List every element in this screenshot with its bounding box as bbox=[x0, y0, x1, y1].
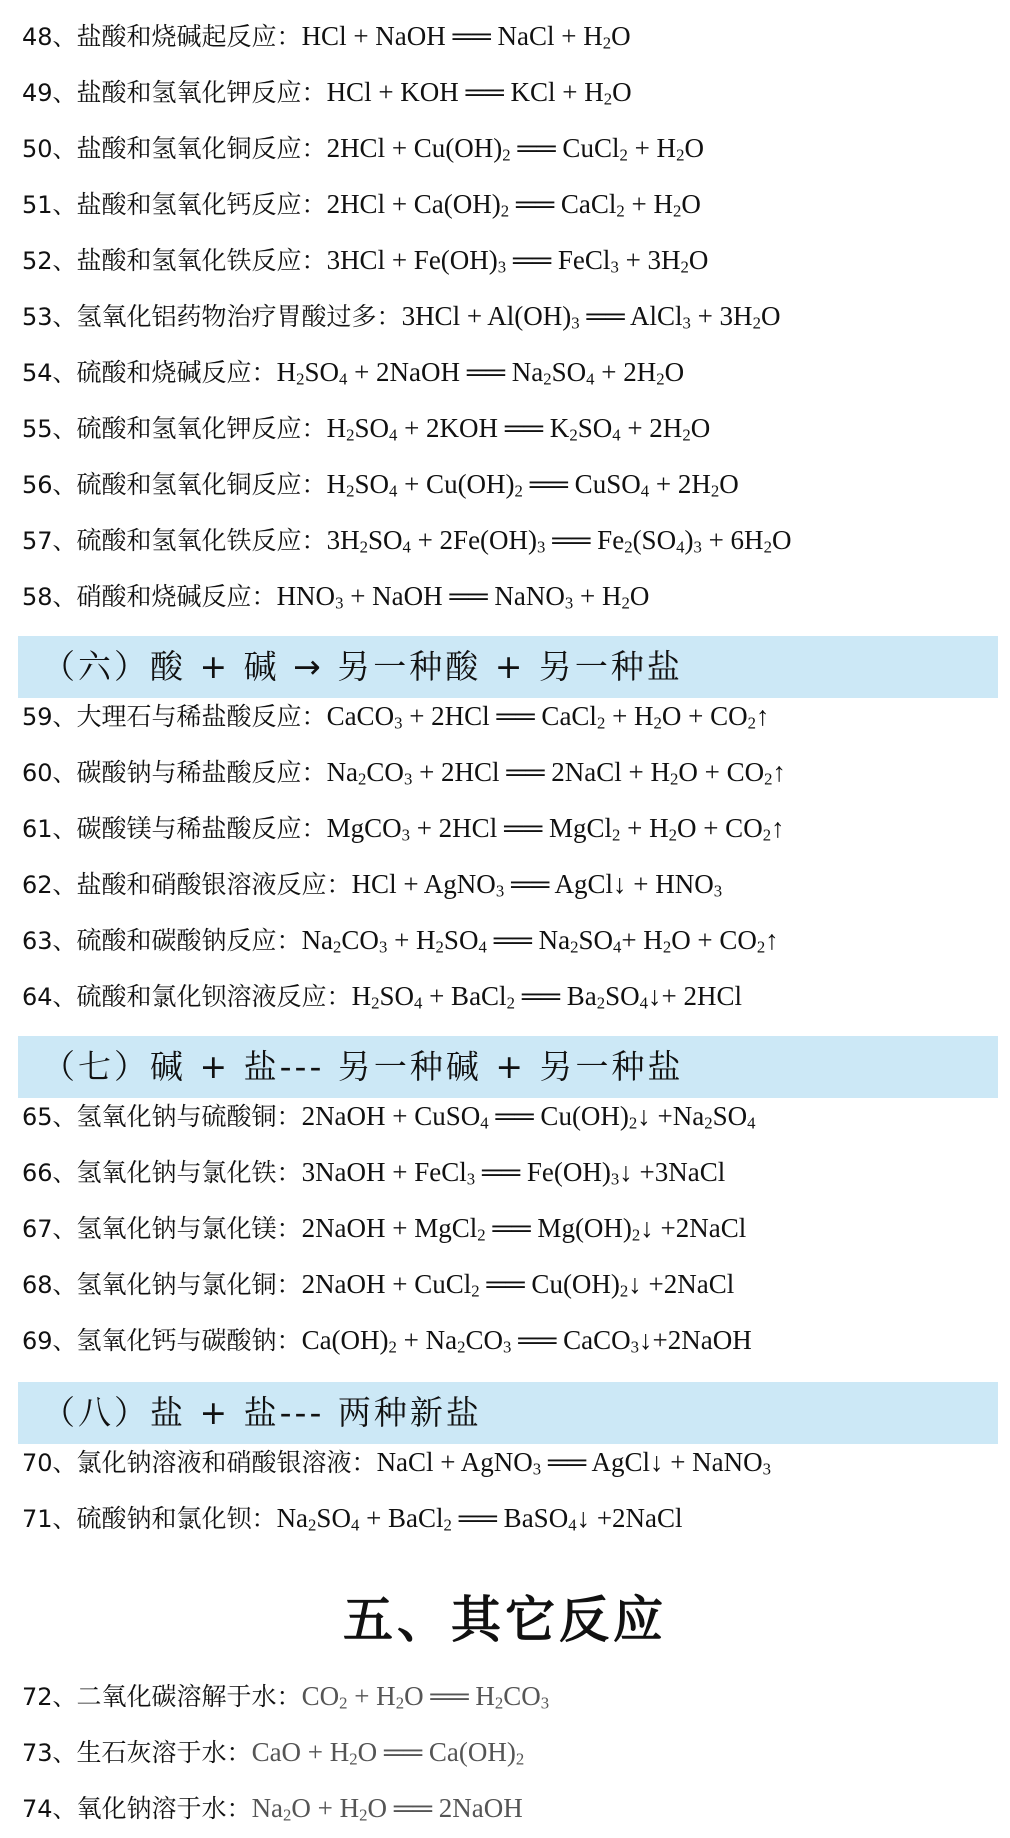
reaction-name: 硫酸和烧碱反应： bbox=[76, 358, 277, 387]
equation-line bbox=[22, 1152, 725, 1192]
equation: $Na_2SO_4$ + BaCl$_2$ ══ BaSO$_4$↓ +2NaCl bbox=[276, 1503, 683, 1535]
equation-line bbox=[22, 1498, 683, 1538]
reaction-name: 硫酸和氢氧化铜反应： bbox=[76, 470, 327, 499]
item-number: 52、 bbox=[22, 247, 77, 275]
equation-line bbox=[22, 520, 791, 560]
item-number: 51、 bbox=[22, 191, 77, 219]
reaction-name: 氢氧化钙与碳酸钠： bbox=[76, 1326, 302, 1355]
equation: $Ca(OH)_2 + Na_2CO_3$ ══ CaCO$_3$↓+2NaOH bbox=[301, 1325, 752, 1357]
item-number: 55、 bbox=[22, 415, 77, 443]
equation-line bbox=[22, 184, 701, 224]
equation-line bbox=[22, 864, 722, 904]
item-number: 73、 bbox=[22, 1739, 77, 1767]
reaction-name: 氯化钠溶液和硝酸银溶液： bbox=[76, 1448, 377, 1477]
equation-line bbox=[22, 1208, 746, 1248]
item-number: 74、 bbox=[22, 1795, 77, 1823]
reaction-name: 二氧化碳溶解于水： bbox=[76, 1682, 302, 1711]
reaction-name: 盐酸和氢氧化钾反应： bbox=[76, 78, 327, 107]
item-number: 58、 bbox=[22, 583, 77, 611]
equation-line bbox=[22, 1788, 523, 1828]
reaction-name: 硫酸钠和氯化钡： bbox=[76, 1504, 277, 1533]
equation: $H_2SO_4 + Cu(OH)_2$ ══ CuSO$_4$ + $2H_2O$ bbox=[326, 469, 739, 501]
equation-line bbox=[22, 976, 742, 1016]
equation: $Na_2O + H_2O$ ══ 2NaOH bbox=[251, 1793, 523, 1825]
equation: CaCO$_3$ + 2HCl ══ CaCl$_2$ + $H_2O$ + $CO_2↑$ bbox=[326, 701, 770, 733]
equation: $H_2SO_4$ + 2NaOH ══ $Na_2SO_4 + 2H_2O$ bbox=[276, 357, 685, 389]
equation-line bbox=[22, 808, 785, 848]
item-number: 60、 bbox=[22, 759, 77, 787]
equation: CaO + $H_2O$ ══ $Ca(OH)_2$ bbox=[251, 1737, 525, 1769]
equation-line bbox=[22, 72, 632, 112]
item-number: 59、 bbox=[22, 703, 77, 731]
item-number: 68、 bbox=[22, 1271, 77, 1299]
reaction-name: 硫酸和氯化钡溶液反应： bbox=[76, 982, 352, 1011]
reaction-name: 硫酸和碳酸钠反应： bbox=[76, 926, 302, 955]
reaction-name: 盐酸和氢氧化铁反应： bbox=[76, 246, 327, 275]
item-number: 64、 bbox=[22, 983, 77, 1011]
equation-line bbox=[22, 240, 708, 280]
reaction-name: 盐酸和烧碱起反应： bbox=[76, 22, 302, 51]
equation-line bbox=[22, 576, 649, 616]
reaction-name: 氢氧化钠与氯化铁： bbox=[76, 1158, 302, 1187]
equation: $Na_2CO_3 + 2HCl$ ══ 2NaCl + $H_2O$ + $CO_2↑$ bbox=[326, 757, 787, 789]
item-number: 71、 bbox=[22, 1505, 77, 1533]
reaction-name: 生石灰溶于水： bbox=[76, 1738, 252, 1767]
equation: $3H_2SO_4 + 2Fe(OH)_3$ ══ $Fe_2(SO_4)_3 + 6H_2O$ bbox=[326, 525, 792, 557]
item-number: 67、 bbox=[22, 1215, 77, 1243]
equation: 2NaOH + CuSO$_4$ ══ $Cu(OH)_2↓ +Na_2SO_4$ bbox=[301, 1101, 756, 1133]
reaction-name: 氢氧化钠与氯化铜： bbox=[76, 1270, 302, 1299]
item-number: 72、 bbox=[22, 1683, 77, 1711]
section-title: （七）碱 + 盐--- 另一种碱 + 另一种盐 bbox=[42, 1047, 684, 1086]
item-number: 57、 bbox=[22, 527, 77, 555]
reaction-name: 氢氧化钠与硫酸铜： bbox=[76, 1102, 302, 1131]
equation: HCl + NaOH ══ NaCl + $H_2O$ bbox=[301, 21, 631, 53]
equation-line bbox=[22, 296, 780, 336]
equation: MgCO$_3$ + 2HCl ══ MgCl$_2$ + $H_2O$ + $CO_2↑$ bbox=[326, 813, 785, 845]
equation: HCl + AgNO$_3$ ══ AgCl↓ + $HNO_3$ bbox=[351, 869, 723, 901]
equation-line bbox=[22, 1320, 752, 1360]
equation: $2HCl + Cu(OH)_2$ ══ CuCl$_2$ + $H_2O$ bbox=[326, 133, 704, 165]
equation: $CO_2 + H_2O$ ══ $H_2CO_3$ bbox=[301, 1681, 550, 1713]
reaction-name: 硫酸和氢氧化铁反应： bbox=[76, 526, 327, 555]
chapter-heading: 五、其它反应 bbox=[343, 1591, 667, 1649]
item-number: 53、 bbox=[22, 303, 77, 331]
item-number: 62、 bbox=[22, 871, 77, 899]
equation: $HNO_3$ + NaOH ══ NaNO$_3$ + $H_2O$ bbox=[276, 581, 650, 613]
reaction-name: 硫酸和氢氧化钾反应： bbox=[76, 414, 327, 443]
equation: $Na_2CO_3 + H_2SO_4$ ══ $Na_2SO_4+ H_2O$ + $CO_2↑$ bbox=[301, 925, 779, 957]
section-title: （八）盐 + 盐--- 两种新盐 bbox=[42, 1393, 482, 1432]
item-number: 65、 bbox=[22, 1103, 77, 1131]
equation-line bbox=[22, 128, 704, 168]
equation: $H_2SO_4$ + BaCl$_2$ ══ $Ba_2SO_4↓+ 2HCl$ bbox=[351, 981, 742, 1013]
equation-line bbox=[22, 352, 684, 392]
item-number: 50、 bbox=[22, 135, 77, 163]
equation: $2HCl + Ca(OH)_2$ ══ CaCl$_2$ + $H_2O$ bbox=[326, 189, 701, 221]
equation-line bbox=[22, 696, 770, 736]
item-number: 49、 bbox=[22, 79, 77, 107]
section-header bbox=[18, 636, 998, 698]
equation-line bbox=[22, 752, 786, 792]
reaction-name: 硝酸和烧碱反应： bbox=[76, 582, 277, 611]
reaction-name: 盐酸和氢氧化铜反应： bbox=[76, 134, 327, 163]
section-header bbox=[18, 1382, 998, 1444]
reaction-name: 盐酸和氢氧化钙反应： bbox=[76, 190, 327, 219]
reaction-name: 盐酸和硝酸银溶液反应： bbox=[76, 870, 352, 899]
equation: $H_2SO_4 + 2KOH$ ══ $K_2SO_4 + 2H_2O$ bbox=[326, 413, 711, 445]
reaction-name: 碳酸钠与稀盐酸反应： bbox=[76, 758, 327, 787]
equation-line bbox=[22, 1732, 524, 1772]
item-number: 63、 bbox=[22, 927, 77, 955]
equation-line bbox=[22, 1264, 734, 1304]
equation-line bbox=[22, 408, 710, 448]
section-header bbox=[18, 1036, 998, 1098]
equation-line bbox=[22, 464, 739, 504]
equation-line bbox=[22, 1676, 549, 1716]
equation: 2NaOH + MgCl$_2$ ══ $Mg(OH)_2↓$ +2NaCl bbox=[301, 1213, 747, 1245]
equation-line bbox=[22, 16, 631, 56]
reaction-name: 大理石与稀盐酸反应： bbox=[76, 702, 327, 731]
item-number: 66、 bbox=[22, 1159, 77, 1187]
equation: NaCl + AgNO$_3$ ══ AgCl↓ + NaNO$_3$ bbox=[376, 1447, 772, 1479]
equation: $3HCl + Fe(OH)_3$ ══ FeCl$_3$ + $3H_2O$ bbox=[326, 245, 709, 277]
equation-line bbox=[22, 1442, 771, 1482]
reaction-name: 氢氧化铝药物治疗胃酸过多： bbox=[76, 302, 402, 331]
item-number: 48、 bbox=[22, 23, 77, 51]
item-number: 54、 bbox=[22, 359, 77, 387]
equation: 3NaOH + FeCl$_3$ ══ $Fe(OH)_3↓$ +3NaCl bbox=[301, 1157, 726, 1189]
reaction-name: 氢氧化钠与氯化镁： bbox=[76, 1214, 302, 1243]
item-number: 69、 bbox=[22, 1327, 77, 1355]
item-number: 56、 bbox=[22, 471, 77, 499]
item-number: 61、 bbox=[22, 815, 77, 843]
section-title: （六）酸 + 碱 → 另一种酸 + 另一种盐 bbox=[42, 647, 683, 686]
equation-line bbox=[22, 920, 779, 960]
item-number: 70、 bbox=[22, 1449, 77, 1477]
equation: HCl + KOH ══ KCl + $H_2O$ bbox=[326, 77, 632, 109]
reaction-name: 碳酸镁与稀盐酸反应： bbox=[76, 814, 327, 843]
reaction-name: 氧化钠溶于水： bbox=[76, 1794, 252, 1823]
equation: 2NaOH + CuCl$_2$ ══ $Cu(OH)_2↓$ +2NaCl bbox=[301, 1269, 735, 1301]
equation-line bbox=[22, 1096, 756, 1136]
equation: $3HCl + Al(OH)_3$ ══ AlCl$_3$ + $3H_2O$ bbox=[401, 301, 781, 333]
